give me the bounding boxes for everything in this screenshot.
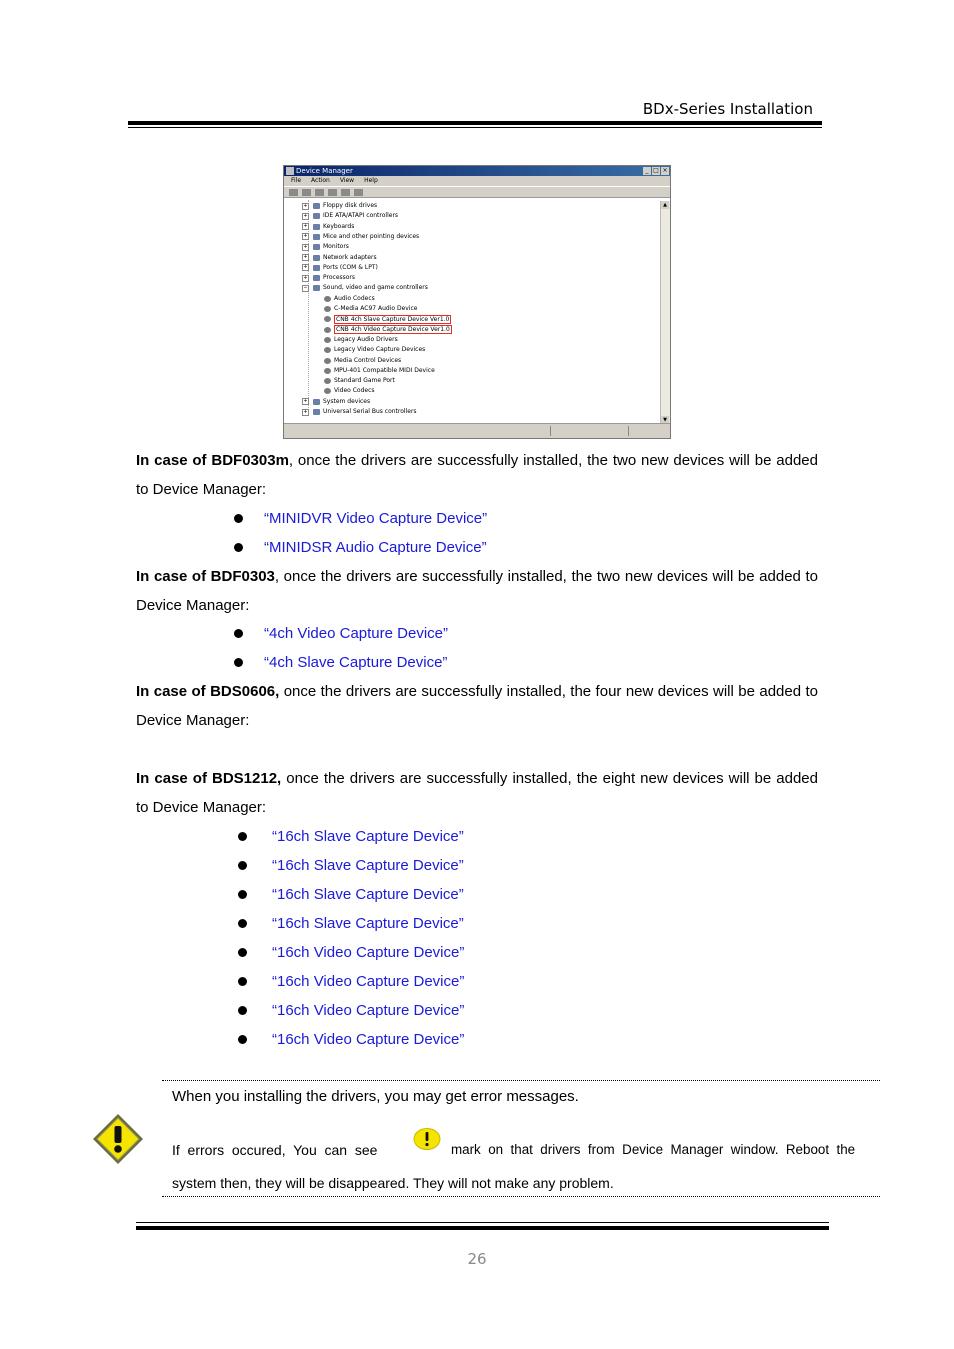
bullet-icon <box>238 1006 247 1015</box>
tree-item-label: Legacy Video Capture Devices <box>334 346 426 354</box>
tree-item[interactable] <box>324 345 425 355</box>
help-icon[interactable] <box>341 189 350 196</box>
expand-icon[interactable]: + <box>303 223 308 230</box>
para-text: once the drivers are successfully installed, the eight new devices will be added to Device Manager: <box>136 770 818 816</box>
list-item: “16ch Slave Capture Device” <box>272 851 464 880</box>
tree-item-label: Mice and other pointing devices <box>323 232 420 240</box>
device-icon <box>313 275 320 281</box>
tree-item-label: Network adapters <box>323 253 377 261</box>
device-icon <box>324 347 331 353</box>
header-rule <box>128 121 822 125</box>
note-line-3: system then, they will be disappeared. They will not make any problem. <box>172 1175 614 1191</box>
list-item: “16ch Slave Capture Device” <box>272 822 464 851</box>
device-icon <box>324 316 331 322</box>
header-rule-thin <box>128 127 822 128</box>
list-item: “16ch Video Capture Device” <box>272 996 464 1025</box>
maximize-icon[interactable]: □ <box>653 167 659 174</box>
expand-icon[interactable]: + <box>303 212 308 219</box>
device-icon <box>313 285 320 291</box>
bullet-icon <box>238 890 247 899</box>
tree-item-label: Universal Serial Bus controllers <box>323 408 417 415</box>
tree-item[interactable] <box>324 386 375 396</box>
device-manager-title: Device Manager <box>296 167 353 175</box>
tree-item-label: IDE ATA/ATAPI controllers <box>323 212 399 220</box>
footer-rule <box>136 1226 829 1230</box>
bullet-icon <box>238 919 247 928</box>
list-item: “16ch Video Capture Device” <box>272 967 464 996</box>
device-icon <box>313 213 320 219</box>
expand-icon[interactable]: + <box>303 398 308 405</box>
note-top-rule <box>162 1080 880 1081</box>
tree-item-label: Ports (COM & LPT) <box>323 263 378 271</box>
device-icon <box>313 224 320 230</box>
expand-icon[interactable]: + <box>303 264 308 271</box>
tree-item[interactable] <box>302 273 355 283</box>
print-icon[interactable] <box>328 189 337 196</box>
device-icon <box>324 296 331 302</box>
device-manager-toolbar <box>284 186 670 198</box>
device-icon <box>313 203 320 209</box>
list-item: “MINIDSR Audio Capture Device” <box>264 533 487 562</box>
bullet-icon <box>238 861 247 870</box>
close-icon[interactable]: × <box>662 167 668 174</box>
device-icon <box>313 399 320 405</box>
tree-item-label: Sound, video and game controllers <box>323 284 428 292</box>
menu-action[interactable]: Action <box>311 177 330 184</box>
warning-icon <box>91 1112 145 1166</box>
collapse-icon[interactable]: − <box>303 284 308 291</box>
para-bold: In case of BDS0606, <box>136 683 280 700</box>
device-icon <box>313 265 320 271</box>
device-icon <box>324 368 331 374</box>
device-manager-screenshot <box>283 165 671 439</box>
device-icon <box>313 409 320 415</box>
note-line-2a: If errors occured, You can see <box>172 1142 378 1158</box>
device-icon <box>324 388 331 394</box>
tree-item-label: CNB 4ch Video Capture Device Ver1.0 <box>336 326 450 334</box>
note-line-2b: mark on that drivers from Device Manager window. Reboot the <box>451 1142 856 1157</box>
tree-item[interactable] <box>302 253 377 263</box>
tree-item[interactable] <box>302 397 370 407</box>
device-icon <box>313 255 320 261</box>
tree-item[interactable] <box>324 314 451 324</box>
list-item: “4ch Slave Capture Device” <box>264 648 447 677</box>
expand-icon[interactable]: + <box>303 243 308 250</box>
device-icon <box>313 234 320 240</box>
expand-icon[interactable]: + <box>303 274 308 281</box>
tree-item-label: Audio Codecs <box>334 294 375 302</box>
para-bdf0303 <box>136 562 818 620</box>
para-text: once the drivers are successfully installed, the four new devices will be added to Device Manager: <box>136 683 818 729</box>
para-text: , once the drivers are successfully installed, the two new devices will be added to Device Manager: <box>136 452 818 498</box>
device-icon <box>324 378 331 384</box>
scan-hardware-icon[interactable] <box>354 189 363 196</box>
scroll-up-icon[interactable]: ▲ <box>661 201 669 209</box>
tree-item-label: Legacy Audio Drivers <box>334 335 398 343</box>
menu-help[interactable]: Help <box>364 177 378 184</box>
device-tree <box>284 201 661 424</box>
vertical-scrollbar[interactable] <box>660 201 670 424</box>
tree-item-label: C-Media AC97 Audio Device <box>334 305 418 312</box>
device-manager-icon <box>286 167 294 175</box>
properties-icon[interactable] <box>315 189 324 196</box>
para-bds1212 <box>136 764 818 822</box>
note-bottom-rule <box>162 1196 880 1197</box>
device-manager-menubar <box>284 176 670 186</box>
page-number: 26 <box>467 1250 487 1268</box>
para-bold: In case of BDS1212, <box>136 770 282 787</box>
running-header: BDx-Series Installation <box>642 100 813 118</box>
back-icon[interactable] <box>289 189 298 196</box>
tree-item[interactable] <box>302 263 378 273</box>
status-bar <box>284 423 670 438</box>
para-bdf0303m <box>136 446 818 504</box>
tree-item-label: Standard Game Port <box>334 377 395 385</box>
expand-icon[interactable]: + <box>303 408 308 415</box>
expand-icon[interactable]: + <box>303 202 308 209</box>
menu-file[interactable]: File <box>291 177 302 184</box>
device-icon <box>324 337 331 343</box>
list-item: “4ch Video Capture Device” <box>264 619 448 648</box>
tree-item-label: System devices <box>323 397 371 405</box>
tree-item[interactable] <box>324 366 435 376</box>
tree-item[interactable] <box>302 283 428 293</box>
list-item: “16ch Video Capture Device” <box>272 1025 464 1054</box>
para-bds0606 <box>136 677 818 735</box>
tree-item-label: Monitors <box>323 243 349 251</box>
expand-icon[interactable]: + <box>303 233 308 240</box>
tree-item-label: CNB 4ch Slave Capture Device Ver1.0 <box>336 315 450 323</box>
tree-item[interactable] <box>302 201 377 211</box>
menu-view[interactable]: View <box>339 177 355 184</box>
error-mark-icon <box>413 1128 441 1150</box>
tree-item-label: Processors <box>323 274 356 282</box>
tree-item[interactable] <box>324 294 375 304</box>
list-item: “MINIDVR Video Capture Device” <box>264 504 487 533</box>
list-item: “16ch Video Capture Device” <box>272 938 464 967</box>
para-bold: In case of BDF0303 <box>136 568 275 585</box>
tree-item-label: Media Control Devices <box>334 356 402 364</box>
tree-item[interactable] <box>302 242 349 252</box>
tree-item[interactable] <box>324 304 418 314</box>
list-item: “16ch Slave Capture Device” <box>272 909 464 938</box>
list-item: “16ch Slave Capture Device” <box>272 880 464 909</box>
bullet-icon <box>238 977 247 986</box>
tree-item-label: Floppy disk drives <box>323 202 378 209</box>
tree-item[interactable] <box>324 376 395 386</box>
bullet-icon <box>238 948 247 957</box>
footer-rule-thin <box>136 1222 829 1223</box>
tree-item[interactable] <box>302 222 354 232</box>
bullet-icon <box>238 1035 247 1044</box>
tree-item-label: MPU-401 Compatible MIDI Device <box>334 366 435 374</box>
tree-item[interactable] <box>302 211 398 221</box>
tree-item-label: Keyboards <box>323 222 355 230</box>
device-icon <box>324 306 331 312</box>
forward-icon[interactable] <box>302 189 311 196</box>
device-icon <box>324 327 331 333</box>
tree-item[interactable] <box>324 335 398 345</box>
tree-item[interactable] <box>302 232 419 242</box>
tree-item[interactable] <box>324 356 401 366</box>
device-icon <box>313 244 320 250</box>
minimize-icon[interactable]: _ <box>643 167 651 175</box>
para-text: , once the drivers are successfully installed, the two new devices will be added to Device Manager: <box>136 568 819 614</box>
device-icon <box>324 358 331 364</box>
tree-item[interactable] <box>302 407 417 417</box>
tree-item[interactable] <box>324 325 452 335</box>
expand-icon[interactable]: + <box>303 254 308 260</box>
device-manager-titlebar <box>284 166 670 176</box>
note-line-1: When you installing the drivers, you may get error messages. <box>172 1088 579 1105</box>
bullet-icon <box>238 832 247 841</box>
tree-item-label: Video Codecs <box>334 387 375 395</box>
para-bold: In case of BDF0303m <box>136 452 289 469</box>
scroll-down-icon[interactable]: ▼ <box>661 416 669 424</box>
